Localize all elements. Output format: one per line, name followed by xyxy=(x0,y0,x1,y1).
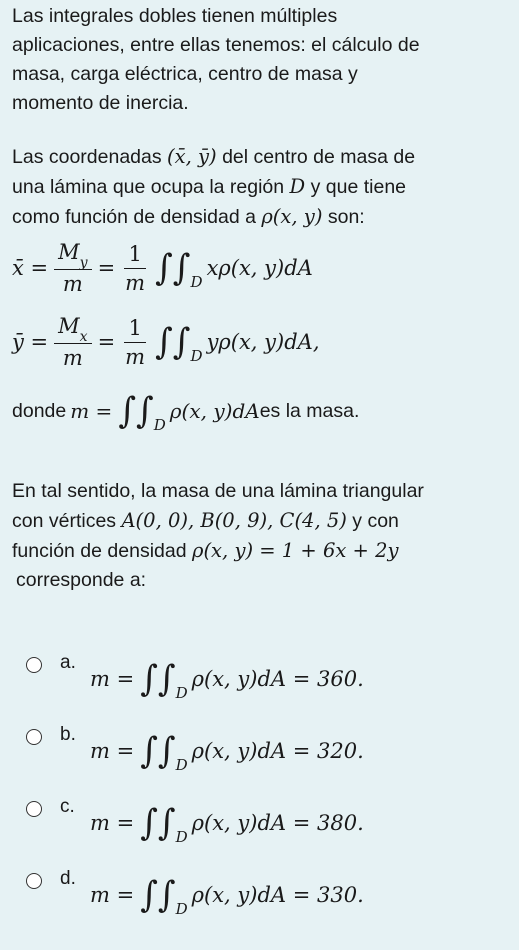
option-letter: c. xyxy=(60,796,75,817)
question-line-4: corresponde a: xyxy=(16,569,147,591)
double-integral-symbol: ∫∫ xyxy=(140,658,176,700)
definition-paragraph xyxy=(12,142,502,232)
radio-button[interactable] xyxy=(26,657,42,673)
option-letter: a. xyxy=(60,652,76,673)
definition-line-2 xyxy=(12,172,502,202)
fraction-numerator xyxy=(54,240,91,270)
fraction-numerator: 1 xyxy=(124,242,145,269)
mass-def-suffix: es la masa. xyxy=(259,399,360,422)
option-formula xyxy=(90,802,364,846)
equals-sign: = xyxy=(97,256,116,280)
option-d[interactable] xyxy=(26,866,364,918)
option-formula xyxy=(90,730,364,774)
definition-text: y que tiene xyxy=(305,176,407,198)
intro-line: masa, carga eléctrica, centro de masa y xyxy=(12,63,358,85)
definition-text: como función de densidad a xyxy=(12,206,262,228)
fraction-denominator: m xyxy=(62,272,83,296)
double-integral-symbol: ∫∫ xyxy=(155,247,191,289)
formula-lhs: ȳ = xyxy=(12,330,49,354)
density-symbol: ρ(x, y) xyxy=(261,205,323,228)
option-letter: b. xyxy=(60,724,76,745)
centroid-symbol: (x̄, ȳ) xyxy=(167,145,217,168)
question-text: función de densidad xyxy=(12,540,192,562)
vertices-math: A(0, 0), B(0, 9), C(4, 5) xyxy=(121,509,347,532)
question-line-2 xyxy=(12,506,502,536)
question-line-3 xyxy=(12,536,502,566)
formula-lhs: m = xyxy=(90,883,135,907)
double-integral-symbol: ∫∫ xyxy=(140,802,176,844)
integrand: xρ(x, y)dA xyxy=(206,256,313,280)
fraction-one-over-m xyxy=(121,242,149,295)
integral-region: D xyxy=(190,273,203,291)
fraction-my-over-m xyxy=(54,240,91,296)
formula-lhs: x̄ = xyxy=(12,256,49,280)
definition-text: del centro de masa de xyxy=(216,146,416,168)
definition-line-1 xyxy=(12,142,502,172)
integrand: ρ(x, y)dA = 330. xyxy=(191,883,364,907)
integral-region: D xyxy=(175,828,188,846)
mass-def-prefix: donde xyxy=(12,399,67,422)
radio-button[interactable] xyxy=(26,729,42,745)
option-a[interactable] xyxy=(26,650,364,702)
fraction-denominator: m xyxy=(62,346,83,370)
double-integral-symbol: ∫∫ xyxy=(155,321,191,363)
option-c[interactable] xyxy=(26,794,364,846)
intro-paragraph xyxy=(12,2,502,118)
formula-lhs: m = xyxy=(70,399,113,423)
moment-symbol: M xyxy=(58,240,80,264)
integral-region: D xyxy=(190,347,203,365)
fraction-numerator xyxy=(54,314,91,344)
integral-region: D xyxy=(153,416,166,434)
integral-region: D xyxy=(175,684,188,702)
question-text: con vértices xyxy=(12,510,122,532)
option-letter: d. xyxy=(60,868,76,889)
region-symbol: D xyxy=(289,175,306,198)
definition-text: son: xyxy=(322,206,365,228)
question-paragraph xyxy=(12,477,502,595)
fraction-numerator: 1 xyxy=(124,316,145,343)
option-b[interactable] xyxy=(26,722,364,774)
question-line-1: En tal sentido, la masa de una lámina triangular xyxy=(12,480,424,502)
integral-region: D xyxy=(175,900,188,918)
mass-definition xyxy=(12,390,360,434)
integrand: ρ(x, y)dA = 360. xyxy=(191,667,364,691)
moment-subscript: x xyxy=(79,329,88,345)
integrand: ρ(x, y)dA = 320. xyxy=(191,739,364,763)
definition-line-3 xyxy=(12,202,502,232)
fraction-denominator: m xyxy=(125,270,146,295)
integrand: ρ(x, y)dA xyxy=(169,399,260,423)
integrand: ρ(x, y)dA = 380. xyxy=(191,811,364,835)
definition-text: Las coordenadas xyxy=(12,146,168,168)
question-text: y con xyxy=(346,510,399,532)
integrand: yρ(x, y)dA, xyxy=(206,330,320,354)
integral-region: D xyxy=(175,756,188,774)
radio-button[interactable] xyxy=(26,801,42,817)
double-integral-symbol: ∫∫ xyxy=(140,874,176,916)
formula-lhs: m = xyxy=(90,667,135,691)
moment-symbol: M xyxy=(58,314,80,338)
formula-x-bar xyxy=(12,240,313,296)
intro-line: momento de inercia. xyxy=(12,92,189,114)
double-integral-symbol: ∫∫ xyxy=(118,390,154,432)
equals-sign: = xyxy=(97,330,116,354)
intro-line: Las integrales dobles tienen múltiples xyxy=(12,5,338,27)
fraction-denominator: m xyxy=(125,344,146,369)
formula-lhs: m = xyxy=(90,811,135,835)
moment-subscript: y xyxy=(79,255,88,271)
density-function-math: ρ(x, y) = 1 + 6x + 2y xyxy=(191,539,399,562)
definition-text: una lámina que ocupa la región xyxy=(12,176,290,198)
option-formula xyxy=(90,658,364,702)
formula-lhs: m = xyxy=(90,739,135,763)
double-integral-symbol: ∫∫ xyxy=(140,730,176,772)
formula-y-bar xyxy=(12,314,320,370)
fraction-one-over-m xyxy=(121,316,149,369)
radio-button[interactable] xyxy=(26,873,42,889)
option-formula xyxy=(90,874,364,918)
intro-line: aplicaciones, entre ellas tenemos: el cálculo de xyxy=(12,34,420,56)
fraction-mx-over-m xyxy=(54,314,91,370)
